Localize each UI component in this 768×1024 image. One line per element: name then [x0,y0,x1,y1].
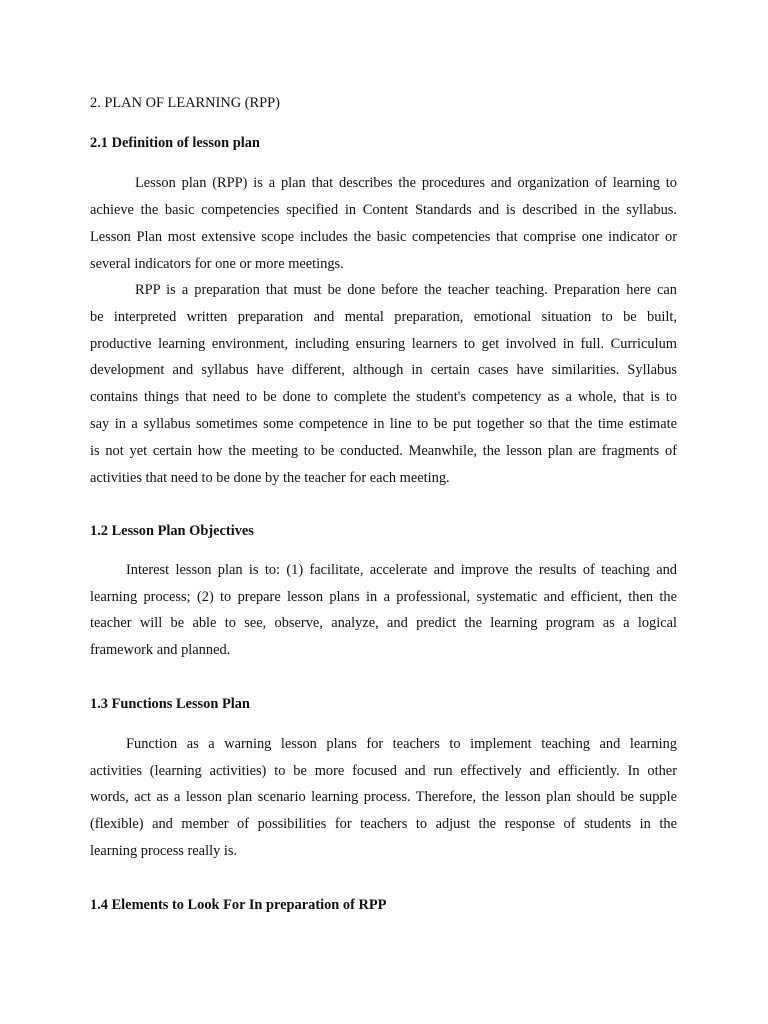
paragraph-line: be interpreted written preparation and mental preparation, emotional situation to be built, [90,309,677,325]
paragraph-line: RPP is a preparation that must be done before the teacher teaching. Preparation here can [135,282,677,298]
section-heading-functions: 1.3 Functions Lesson Plan [90,696,250,712]
paragraph-line: productive learning environment, including ensuring learners to get involved in full. Curriculum [90,336,677,352]
paragraph-line: several indicators for one or more meetings. [90,256,344,272]
paragraph-line: (flexible) and member of possibilities for teachers to adjust the response of students in the [90,816,677,832]
paragraph-line: learning process really is. [90,843,238,859]
paragraph-line: activities (learning activities) to be more focused and run effectively and efficiently. In other [90,763,677,779]
section-heading-elements: 1.4 Elements to Look For In preparation of RPP [90,897,387,913]
paragraph-line: say in a syllabus sometimes some competence in line to be put together so that the time estimate [90,416,677,432]
paragraph-line: Lesson plan (RPP) is a plan that describes the procedures and organization of learning to [135,175,677,191]
paragraph-line: activities that need to be done by the teacher for each meeting. [90,470,450,486]
paragraph-line: is not yet certain how the meeting to be conducted. Meanwhile, the lesson plan are fragments of [90,443,677,459]
paragraph-line: framework and planned. [90,642,231,658]
paragraph-line: teacher will be able to see, observe, analyze, and predict the learning program as a logical [90,615,677,631]
paragraph-line: development and syllabus have different, although in certain cases have similarities. Syllabus [90,362,677,378]
section-heading-definition: 2.1 Definition of lesson plan [90,135,260,151]
paragraph-line: Interest lesson plan is to: (1) facilitate, accelerate and improve the results of teaching and [126,562,677,578]
paragraph-line: contains things that need to be done to complete the student's competency as a whole, that is to [90,389,677,405]
paragraph-line: Lesson Plan most extensive scope includes the basic competencies that comprise one indicator or [90,229,677,245]
section-heading-objectives: 1.2 Lesson Plan Objectives [90,523,254,539]
document-title: 2. PLAN OF LEARNING (RPP) [90,95,280,111]
paragraph-line: words, act as a lesson plan scenario learning process. Therefore, the lesson plan should be supple [90,789,677,805]
paragraph-line: achieve the basic competencies specified in Content Standards and is described in the syllabus. [90,202,677,218]
paragraph-line: learning process; (2) to prepare lesson plans in a professional, systematic and efficient, then the [90,589,677,605]
paragraph-line: Function as a warning lesson plans for teachers to implement teaching and learning [126,736,677,752]
